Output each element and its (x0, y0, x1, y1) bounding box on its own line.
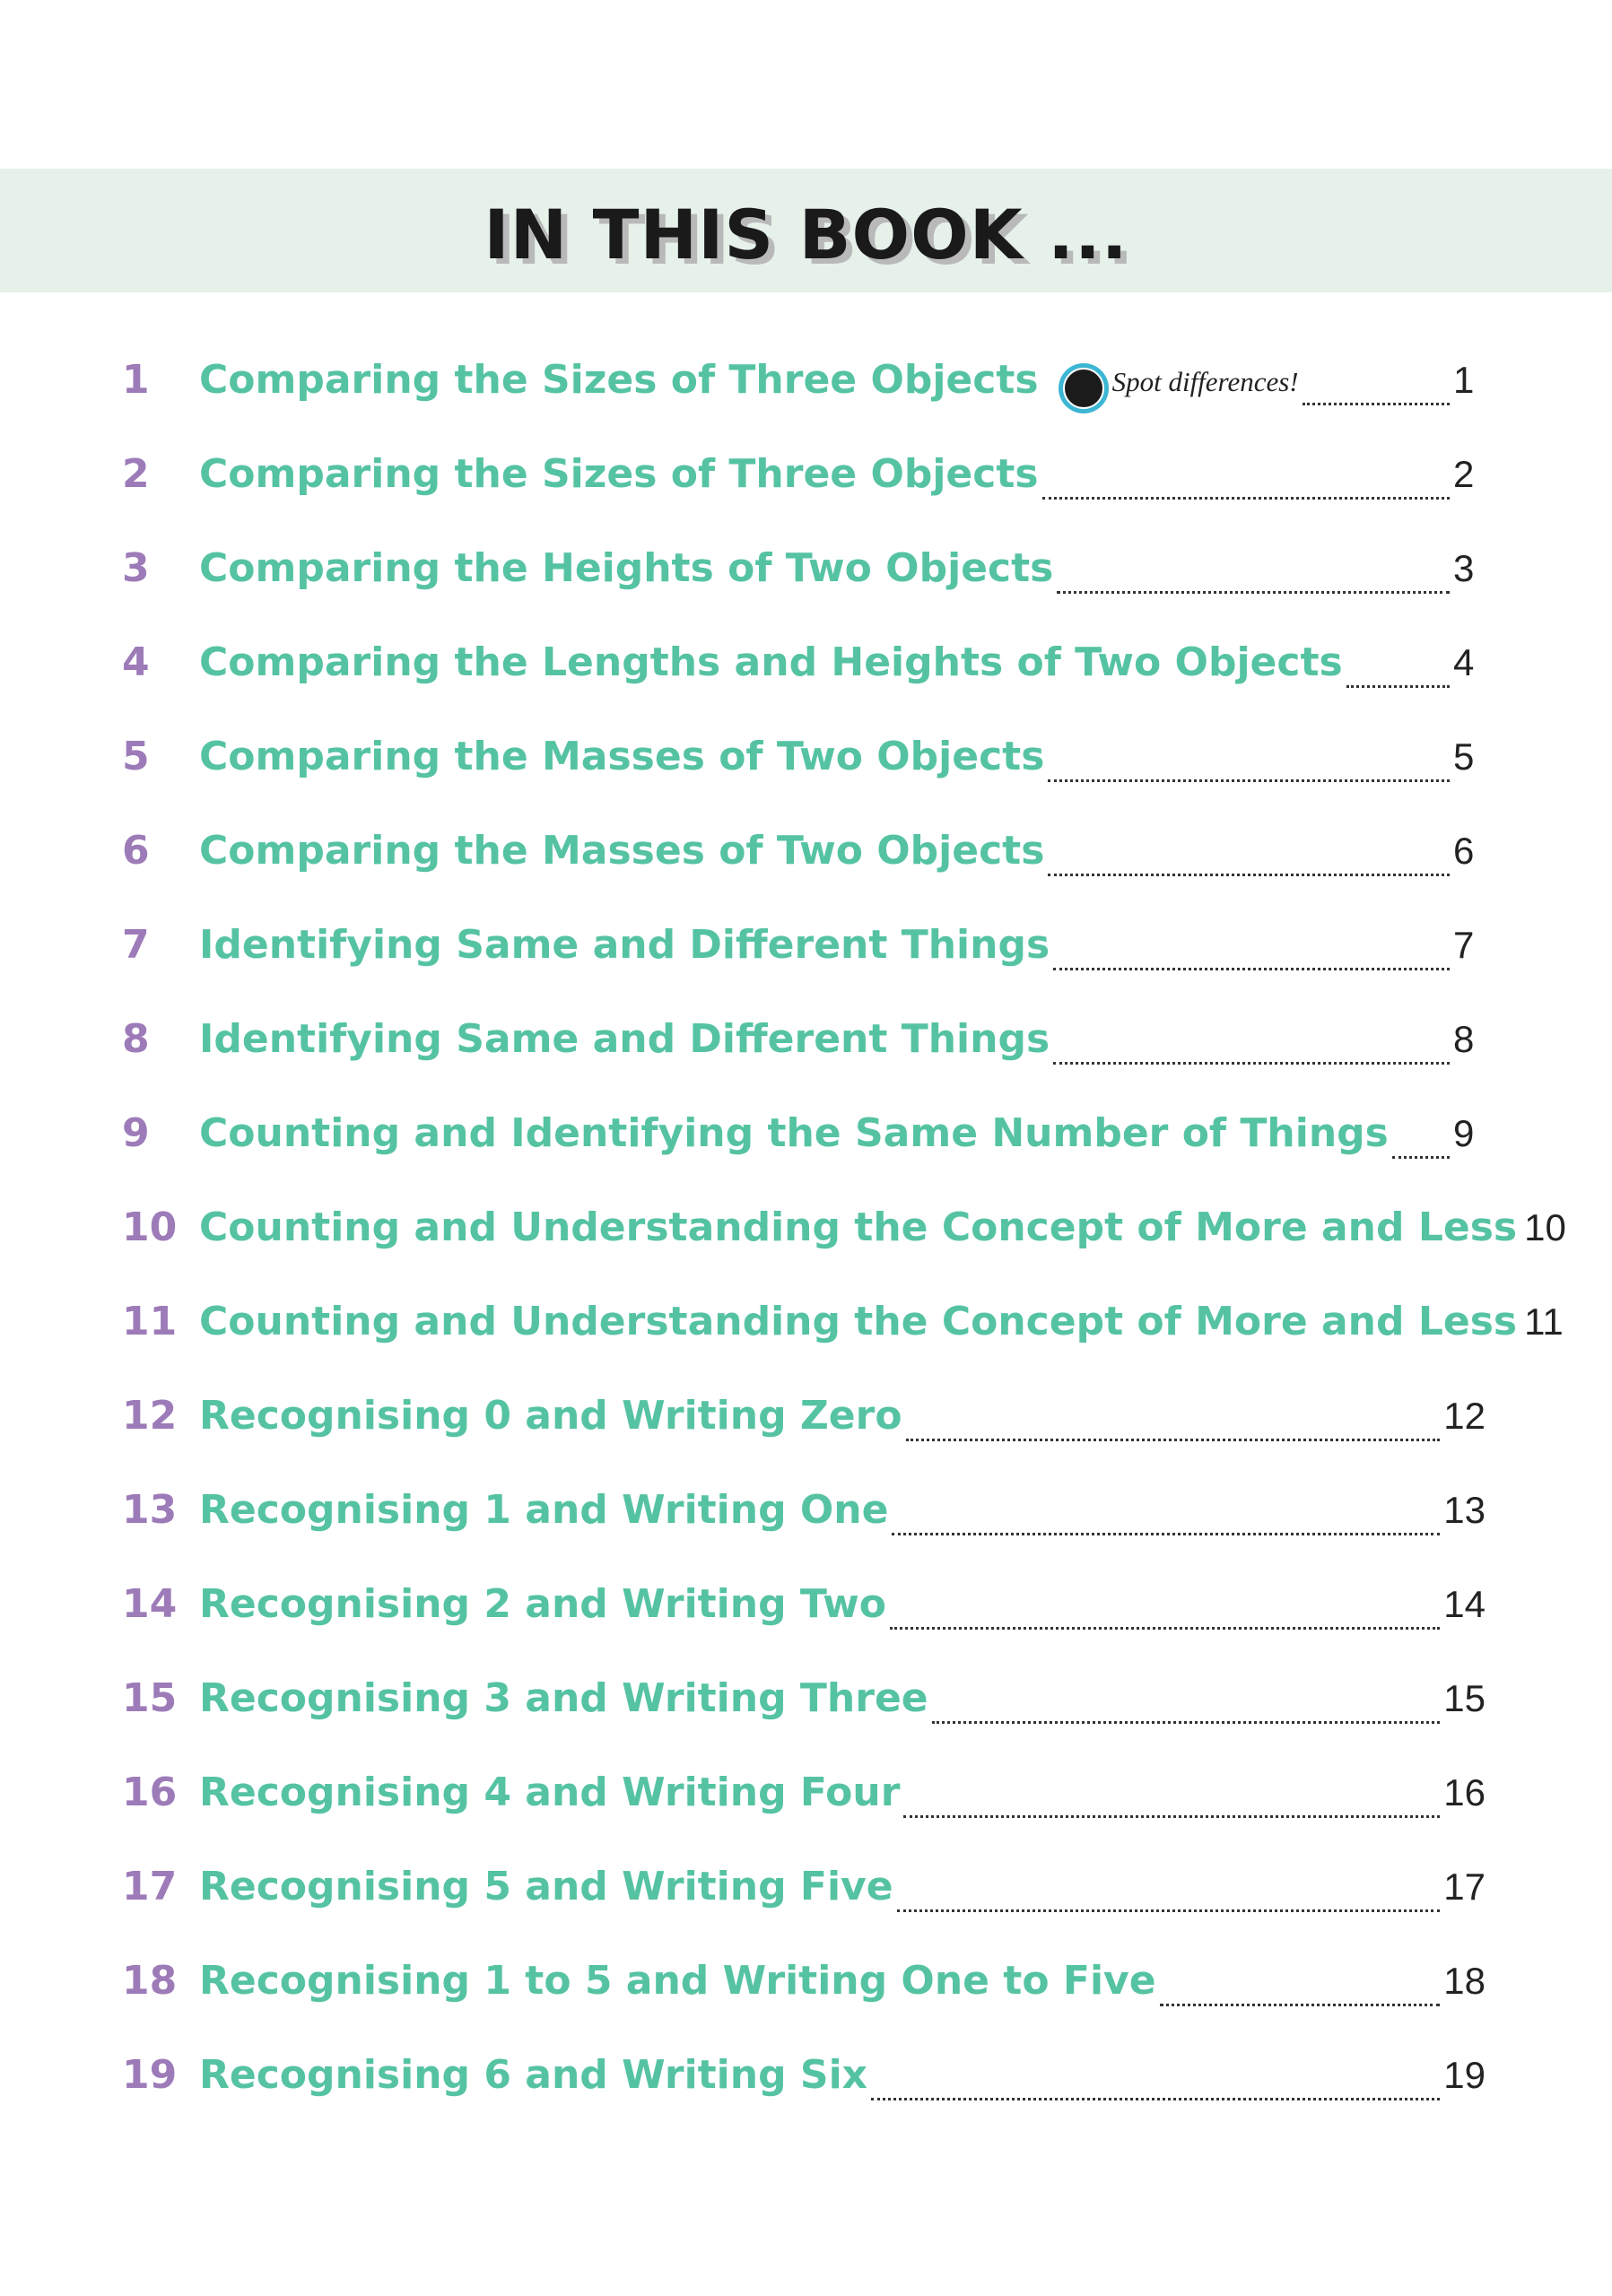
page-title: IN THIS BOOK ... (484, 194, 1128, 274)
dot-leader (897, 1909, 1441, 1912)
dot-leader (1053, 967, 1450, 970)
toc-entry-title: Recognising 2 and Writing Two (199, 1581, 886, 1627)
toc-entry-title: Recognising 1 and Writing One (199, 1487, 889, 1533)
toc-entry-page: 8 (1453, 1018, 1475, 1060)
toc-entry-page: 5 (1453, 735, 1475, 778)
toc-entry-number: 4 (122, 639, 150, 685)
toc-entry-number: 2 (122, 451, 150, 497)
dot-leader (1346, 684, 1450, 688)
spot-differences-badge (1059, 363, 1299, 413)
toc-entry-number: 9 (122, 1110, 150, 1156)
dot-leader (890, 1626, 1440, 1630)
toc-entry-page: 17 (1443, 1866, 1486, 1908)
toc-entry-page: 1 (1453, 359, 1475, 401)
toc-entry[interactable] (122, 639, 1486, 702)
toc-entry-title: Comparing the Masses of Two Objects (199, 734, 1045, 779)
dot-leader (1057, 590, 1450, 594)
toc-entry-page: 18 (1443, 1960, 1486, 2002)
toc-entry-title: Recognising 5 and Writing Five (199, 1864, 893, 1909)
toc-entry-page: 10 (1524, 1206, 1566, 1248)
badge-label: Spot differences! (1111, 366, 1299, 397)
toc-entry-number: 16 (122, 1770, 178, 1815)
toc-entry[interactable] (122, 922, 1486, 985)
toc-entry-title: Comparing the Sizes of Three Objects (199, 451, 1039, 497)
toc-entry-title: Recognising 4 and Writing Four (199, 1770, 901, 1815)
toc-entry-number: 17 (122, 1864, 178, 1909)
dot-leader (1160, 2003, 1441, 2006)
dot-leader (1042, 496, 1450, 500)
toc-entry-title: Counting and Understanding the Concept of More and Less (199, 1299, 1518, 1344)
toc-entry[interactable] (122, 828, 1486, 891)
dot-leader (903, 1814, 1440, 1818)
toc-entry-title: Recognising 6 and Writing Six (199, 2052, 868, 2098)
toc-entry-number: 11 (122, 1299, 178, 1344)
toc-entry-number: 5 (122, 734, 150, 779)
toc-entry-page: 11 (1524, 1300, 1564, 1343)
toc-entry-number: 15 (122, 1675, 178, 1721)
toc-entry[interactable] (122, 1675, 1486, 1738)
dot-leader (1048, 778, 1450, 782)
title-banner (0, 169, 1612, 292)
toc-entry-title: Identifying Same and Different Things (199, 1016, 1050, 1062)
toc-entry[interactable] (122, 1205, 1566, 1267)
toc-entry-number: 8 (122, 1016, 150, 1062)
dot-leader (892, 1532, 1440, 1535)
dot-leader (1053, 1061, 1450, 1065)
toc-entry-number: 10 (122, 1205, 178, 1250)
toc-entry-title: Recognising 1 to 5 and Writing One to Five (199, 1958, 1156, 2004)
toc-entry-number: 6 (122, 828, 150, 874)
toc-entry-page: 6 (1453, 830, 1475, 872)
toc-entry[interactable] (122, 1581, 1486, 1644)
toc-entry-title: Comparing the Sizes of Three Objects (199, 357, 1039, 403)
toc-entry-page: 9 (1453, 1112, 1475, 1154)
toc-entry[interactable] (122, 357, 1486, 420)
toc-entry-title: Comparing the Heights of Two Objects (199, 545, 1054, 591)
toc-entry[interactable] (122, 1110, 1486, 1173)
toc-entry[interactable] (122, 1393, 1486, 1456)
toc-entry[interactable] (122, 1864, 1486, 1926)
toc-entry-number: 12 (122, 1393, 178, 1439)
dot-leader (871, 2097, 1440, 2100)
dot-leader (1303, 402, 1450, 405)
toc-entry-number: 3 (122, 545, 150, 591)
dot-leader (932, 1720, 1441, 1724)
toc-entry-page: 13 (1443, 1489, 1486, 1531)
toc-entry-page: 15 (1443, 1677, 1486, 1719)
toc-entry[interactable] (122, 734, 1486, 796)
toc-entry-page: 16 (1443, 1771, 1486, 1813)
toc-entry-number: 7 (122, 922, 150, 968)
toc-entry[interactable] (122, 545, 1486, 608)
toc-entry-title: Comparing the Lengths and Heights of Two Objects (199, 639, 1343, 685)
toc-entry-number: 18 (122, 1958, 178, 2004)
toc-entry-number: 14 (122, 1581, 178, 1627)
toc-entry-number: 19 (122, 2052, 178, 2098)
toc-entry-page: 7 (1453, 924, 1475, 966)
toc-entry-page: 12 (1443, 1395, 1486, 1437)
toc-entry-page: 14 (1443, 1583, 1486, 1625)
toc-entry-page: 19 (1443, 2054, 1486, 2096)
toc-entry-title: Counting and Identifying the Same Number of Things (199, 1110, 1389, 1156)
toc-entry-page: 3 (1453, 547, 1475, 589)
dot-leader (906, 1438, 1441, 1441)
toc-entry-title: Comparing the Masses of Two Objects (199, 828, 1045, 874)
toc-entry-title: Counting and Understanding the Concept of More and Less (199, 1205, 1518, 1250)
toc-entry-number: 1 (122, 357, 150, 403)
toc-entry[interactable] (122, 1487, 1486, 1550)
toc-entry-title: Recognising 3 and Writing Three (199, 1675, 928, 1721)
toc-entry-page: 4 (1453, 641, 1475, 683)
toc-entry[interactable] (122, 1958, 1486, 2021)
dot-leader (1392, 1155, 1450, 1159)
toc-entry-page: 2 (1453, 453, 1475, 495)
toc-entry-title: Identifying Same and Different Things (199, 922, 1050, 968)
toc-entry[interactable] (122, 1770, 1486, 1832)
toc-entry[interactable] (122, 2052, 1486, 2115)
toc-entry[interactable] (122, 451, 1486, 514)
dot-leader (1048, 873, 1450, 876)
toc-entry[interactable] (122, 1016, 1486, 1079)
toc-entry[interactable] (122, 1299, 1564, 1361)
magnifier-icon (1059, 363, 1109, 413)
toc-entry-title: Recognising 0 and Writing Zero (199, 1393, 902, 1439)
toc-entry-number: 13 (122, 1487, 178, 1533)
